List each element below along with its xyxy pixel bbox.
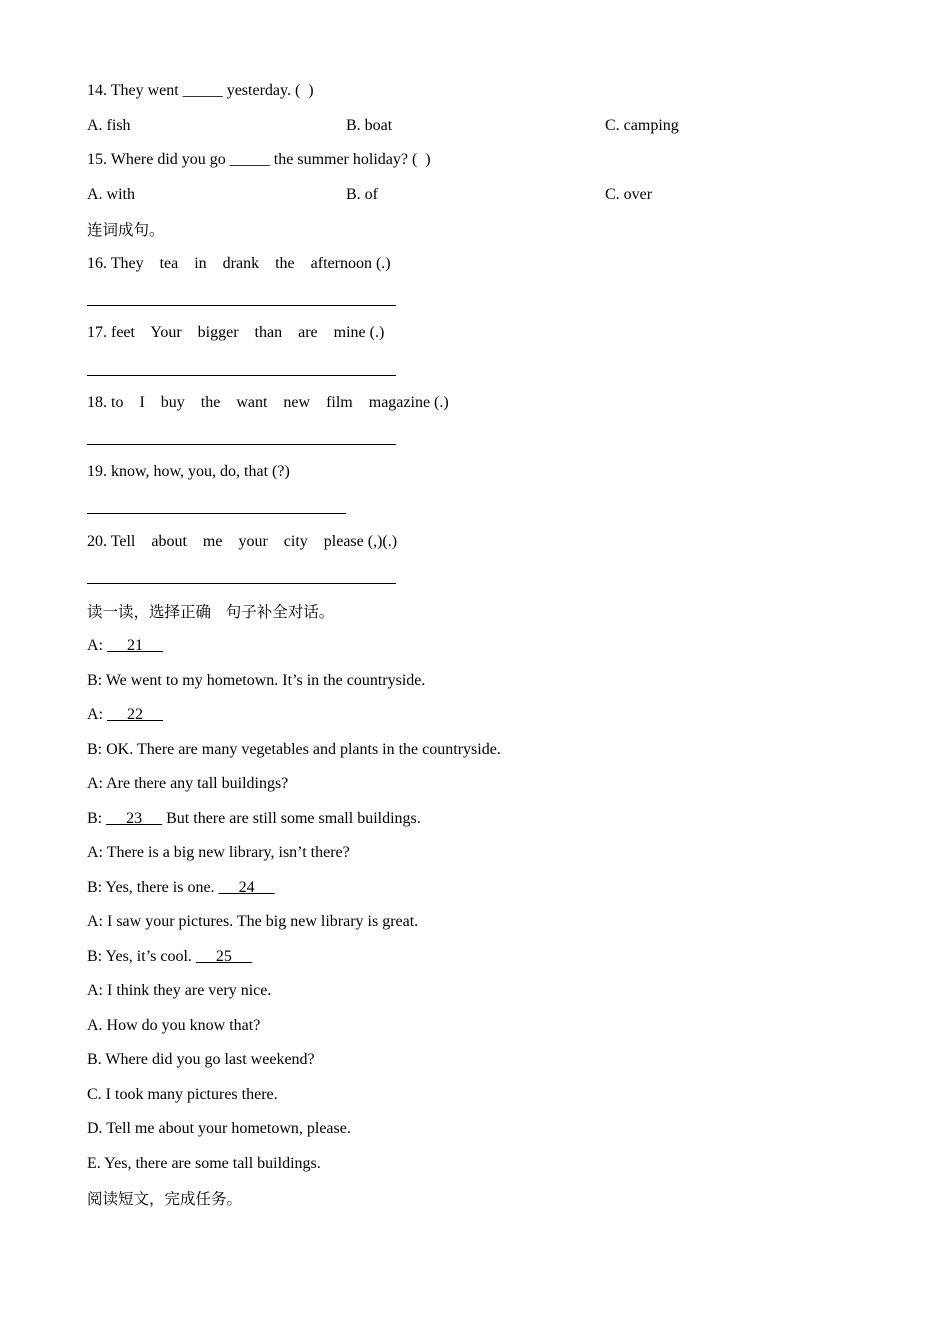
- q14-option-a[interactable]: A. fish: [87, 117, 131, 134]
- choice-c[interactable]: C. I took many pictures there.: [87, 1086, 278, 1103]
- q15-option-b[interactable]: B. of: [346, 186, 378, 203]
- question-18: 18. to I buy the want new film magazine (.): [87, 394, 449, 411]
- blank-21[interactable]: 21: [107, 637, 163, 654]
- question-15-stem: 15. Where did you go _____ the summer holiday? ( ): [87, 151, 431, 168]
- dialogue-line-1: [87, 636, 163, 656]
- dialogue-line-4: B: OK. There are many vegetables and plants in the countryside.: [87, 741, 501, 758]
- answer-line-19[interactable]: [87, 513, 346, 514]
- dialogue-line-3: [87, 705, 163, 725]
- blank-23[interactable]: 23: [106, 810, 163, 827]
- choice-d[interactable]: D. Tell me about your hometown, please.: [87, 1120, 351, 1137]
- question-16: 16. They tea in drank the afternoon (.): [87, 255, 391, 272]
- dialogue-line-8: [87, 878, 275, 898]
- q14-option-c[interactable]: C. camping: [605, 117, 679, 134]
- blank-24[interactable]: 24: [218, 879, 275, 896]
- dialogue-line-2: B: We went to my hometown. It’s in the countryside.: [87, 672, 426, 689]
- choice-e[interactable]: E. Yes, there are some tall buildings.: [87, 1155, 321, 1172]
- choice-a[interactable]: A. How do you know that?: [87, 1017, 261, 1034]
- answer-line-20[interactable]: [87, 583, 396, 584]
- question-19: 19. know, how, you, do, that (?): [87, 463, 290, 480]
- dialogue-line-6: [87, 809, 421, 829]
- question-20: 20. Tell about me your city please (,)(.): [87, 533, 398, 550]
- answer-line-16[interactable]: [87, 305, 396, 306]
- speaker-label: B:: [87, 810, 107, 827]
- blank-25[interactable]: 25: [195, 948, 252, 965]
- section-heading-reorder: 连词成句。: [87, 221, 165, 239]
- dialogue-line-7: A: There is a big new library, isn’t there?: [87, 844, 350, 861]
- answer-line-17[interactable]: [87, 375, 396, 376]
- dialogue-text: B: Yes, there is one.: [87, 879, 219, 896]
- answer-line-18[interactable]: [87, 444, 396, 445]
- speaker-label: A:: [87, 706, 107, 723]
- dialogue-line-5: A: Are there any tall buildings?: [87, 775, 289, 792]
- dialogue-text: B: Yes, it’s cool.: [87, 948, 196, 965]
- dialogue-line-11: A: I think they are very nice.: [87, 982, 272, 999]
- question-17: 17. feet Your bigger than are mine (.): [87, 324, 385, 341]
- q14-option-b[interactable]: B. boat: [346, 117, 393, 134]
- dialogue-line-10: [87, 947, 252, 967]
- q15-option-a[interactable]: A. with: [87, 186, 135, 203]
- dialogue-text: But there are still some small buildings.: [162, 810, 421, 827]
- choice-b[interactable]: B. Where did you go last weekend?: [87, 1051, 315, 1068]
- section-heading-dialogue: 读一读，选择正确 句子补全对话。: [87, 603, 335, 621]
- speaker-label: A:: [87, 637, 107, 654]
- blank-22[interactable]: 22: [107, 706, 163, 723]
- question-14-stem: 14. They went _____ yesterday. ( ): [87, 82, 314, 99]
- section-heading-reading: 阅读短文，完成任务。: [87, 1190, 243, 1208]
- dialogue-line-9: A: I saw your pictures. The big new library is great.: [87, 913, 419, 930]
- q15-option-c[interactable]: C. over: [605, 186, 653, 203]
